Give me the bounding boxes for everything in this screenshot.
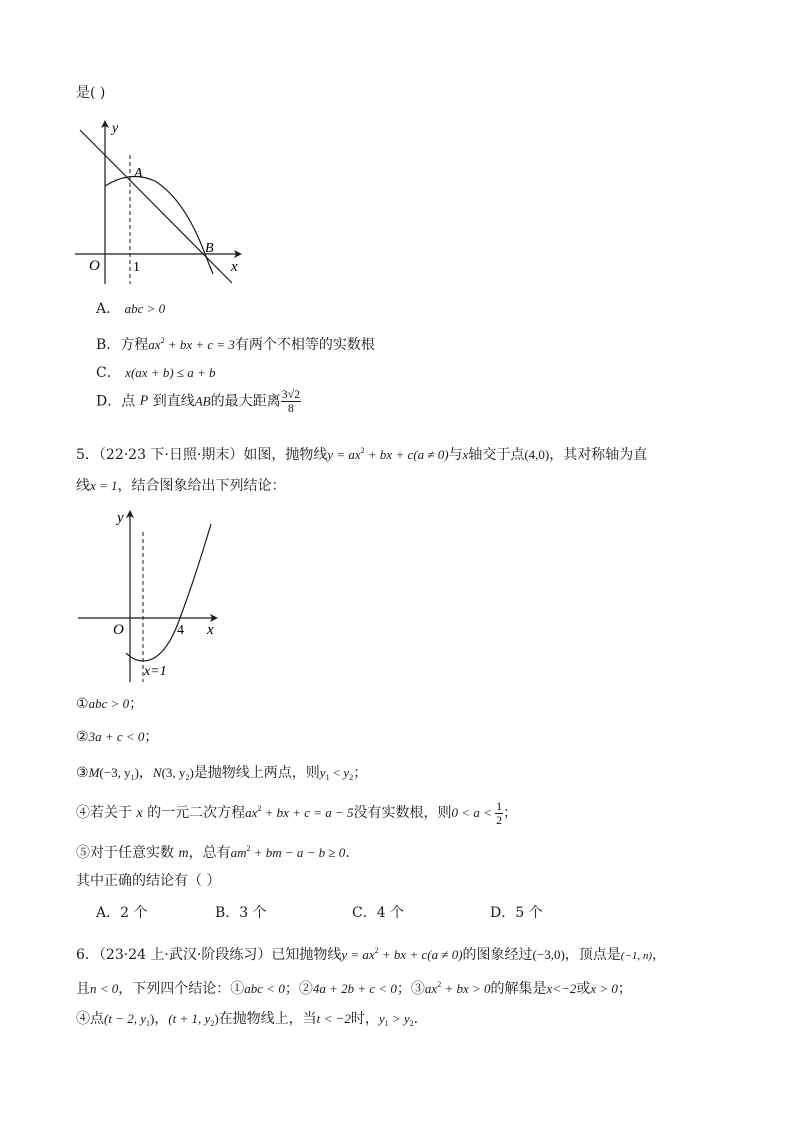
q5-label-y: y xyxy=(117,510,124,526)
conclusion-text: ． xyxy=(345,845,360,861)
option-math: ax xyxy=(148,337,161,352)
conclusion-text: ， xyxy=(138,765,153,781)
q5-conclusion-1 xyxy=(76,695,143,713)
subscript: 1 xyxy=(145,1019,150,1028)
option-letter: A． xyxy=(96,301,121,317)
conclusion-math: m xyxy=(178,846,189,861)
q6-stem-line-2 xyxy=(76,976,632,998)
option-math: + bx + c = 3 xyxy=(164,337,235,352)
conclusion-text: 没有实数根，则 xyxy=(353,805,452,821)
conclusion-math: x xyxy=(136,806,143,821)
conclusion-math: + bx + c = a − 5 xyxy=(261,805,354,820)
fraction-numerator: 1 xyxy=(496,798,503,813)
stem-math: ) xyxy=(149,1011,155,1026)
stem-math: x = 1 xyxy=(90,478,118,493)
stem-text: ，结合图象给出下列结论： xyxy=(117,478,286,494)
option-text: 有两个不相等的实数根 xyxy=(234,337,375,353)
stem-math: x xyxy=(462,447,469,462)
stem-math: x<−2 xyxy=(546,981,577,996)
conclusion-math: ax xyxy=(245,805,258,820)
stem-math: > y xyxy=(388,1011,410,1026)
option-math: P xyxy=(139,393,149,409)
option-math: AB xyxy=(194,393,211,409)
stem-text: ，下列四个结论：① xyxy=(118,981,245,997)
stem-text: 轴交于点 xyxy=(468,447,525,463)
conclusion-math: N xyxy=(152,765,162,780)
conclusion-math: abc > 0 xyxy=(88,696,130,711)
q5-figure xyxy=(74,504,224,686)
q5-parabola xyxy=(126,524,211,661)
q4-label-b: B xyxy=(205,241,214,256)
stem-math: y xyxy=(378,1011,385,1026)
stem-text: 5．（22·23 下·日照·期末）如图，抛物线 xyxy=(76,447,328,463)
fraction-denominator: 8 xyxy=(287,401,294,415)
q5-conclusion-5 xyxy=(76,840,359,863)
conclusion-math: y xyxy=(319,765,326,780)
option-letter: C． xyxy=(96,365,121,381)
stem-text: ， xyxy=(652,947,667,963)
q5-label-origin: O xyxy=(113,622,124,638)
q5-conclusion-2 xyxy=(76,728,158,746)
option-text: 点 xyxy=(121,393,140,410)
stem-text: 线 xyxy=(76,478,90,494)
stem-math: (t − 2, y xyxy=(104,1011,146,1026)
q4-option-b[interactable] xyxy=(96,332,375,354)
option-text: 方程 xyxy=(120,337,149,353)
stem-text: ；② xyxy=(284,981,313,997)
exponent: 2 xyxy=(374,946,379,955)
subscript: 1 xyxy=(130,773,135,782)
subscript: 2 xyxy=(409,1019,414,1028)
stem-text: 的图象经过 xyxy=(462,947,533,963)
q5-label-symmetry: x=1 xyxy=(144,664,167,679)
fraction-numerator: 3√2 xyxy=(281,387,301,401)
q5-choice-b[interactable] xyxy=(215,904,267,922)
stem-math: y = ax xyxy=(341,947,375,962)
conclusion-text: ； xyxy=(353,765,368,781)
conclusion-math: (−3, y xyxy=(99,765,131,780)
circled-number: ④ xyxy=(76,805,90,821)
conclusion-text: ； xyxy=(503,805,518,821)
conclusion-math: M xyxy=(88,765,100,780)
conclusion-math: 0 < a < xyxy=(451,805,496,820)
q4-option-d[interactable] xyxy=(96,388,301,415)
conclusion-math: + bm − a − b ≥ 0 xyxy=(250,845,346,860)
option-math: x(ax + b) ≤ a + b xyxy=(125,365,216,380)
option-text: 的最大距离 xyxy=(210,393,281,410)
conclusion-math: y xyxy=(343,765,350,780)
choice-letter: C． xyxy=(352,905,377,921)
stem-text: ④点 xyxy=(76,1011,104,1027)
q4-figure xyxy=(70,112,250,292)
subscript: 2 xyxy=(210,1019,215,1028)
exponent: 2 xyxy=(437,980,442,989)
choice-text: 3 个 xyxy=(239,905,267,921)
q4-label-origin: O xyxy=(89,258,100,274)
stem-math: + bx > 0 xyxy=(441,981,491,996)
q5-stem-line-2 xyxy=(76,477,286,495)
exponent: 2 xyxy=(160,336,165,345)
conclusion-text: 是抛物线上两点，则 xyxy=(193,765,320,781)
stem-text: ，其对称轴为直 xyxy=(549,447,648,463)
q5-conclusion-4 xyxy=(76,794,517,829)
stem-text: 6．（23·24 上·武汉·阶段练习）已知抛物线 xyxy=(76,947,342,963)
subscript: 2 xyxy=(185,773,190,782)
conclusion-text: 对于任意实数 xyxy=(90,845,179,861)
option-letter: D． xyxy=(96,393,122,410)
q4-label-x: x xyxy=(231,259,238,275)
stem-text: ， xyxy=(154,1011,169,1027)
subscript: 1 xyxy=(384,1019,389,1028)
conclusion-math: ) xyxy=(189,765,194,780)
stem-math: (−3,0) xyxy=(532,947,565,962)
conclusion-text: 若关于 xyxy=(90,805,137,821)
fraction xyxy=(281,388,302,415)
stem-text: ，顶点是 xyxy=(564,947,621,963)
stem-math: + bx + c(a ≠ 0) xyxy=(364,447,449,462)
stem-math: abc < 0 xyxy=(244,981,285,996)
option-letter: B． xyxy=(96,337,121,353)
choice-text: 4 个 xyxy=(376,905,405,921)
q4-stem-tail: 是( ) xyxy=(76,85,106,101)
stem-math: y = ax xyxy=(327,447,361,462)
q5-ask: 其中正确的结论有（ ） xyxy=(76,873,221,889)
q5-label-x: x xyxy=(207,622,214,638)
stem-text: ；③ xyxy=(396,981,425,997)
stem-math: ax xyxy=(424,981,438,996)
circled-number: ② xyxy=(76,729,89,745)
q4-label-a: A xyxy=(134,166,143,181)
q4-line-ab xyxy=(80,130,232,283)
option-text: 到直线 xyxy=(148,393,195,410)
conclusion-text: ； xyxy=(144,729,159,745)
stem-text: 且 xyxy=(76,981,90,997)
stem-text: 与 xyxy=(448,447,463,463)
conclusion-text: ； xyxy=(129,696,144,712)
conclusion-text: ，总有 xyxy=(188,845,231,861)
q4-parabola xyxy=(105,177,213,274)
subscript: 1 xyxy=(325,773,330,782)
q5-choice-c[interactable] xyxy=(352,904,404,922)
q5-choice-a[interactable] xyxy=(96,904,147,922)
circled-number: ① xyxy=(76,696,89,712)
conclusion-math: 3a + c < 0 xyxy=(88,729,145,744)
choice-letter: D． xyxy=(490,905,516,921)
conclusion-math: (3, y xyxy=(161,765,186,780)
stem-text: 或 xyxy=(576,981,591,997)
stem-math: (4,0) xyxy=(524,447,550,462)
q4-label-y: y xyxy=(112,121,119,136)
exponent: 2 xyxy=(360,446,365,455)
stem-math: n < 0 xyxy=(90,981,119,996)
choice-letter: A． xyxy=(96,905,121,921)
stem-text: ； xyxy=(617,981,632,997)
q6-stem-line-1 xyxy=(76,942,666,965)
q4-option-c[interactable] xyxy=(96,364,216,382)
conclusion-math: am xyxy=(230,845,247,860)
circled-number: ⑤ xyxy=(76,845,90,861)
stem-math: ) xyxy=(214,1011,219,1026)
q6-stem-line-3 xyxy=(76,1010,428,1033)
q5-choice-d[interactable] xyxy=(490,904,543,922)
choice-text: 2 个 xyxy=(120,905,148,921)
q5-conclusion-3 xyxy=(76,764,367,787)
fraction xyxy=(495,800,503,827)
exponent: 2 xyxy=(257,804,262,813)
option-math: abc > 0 xyxy=(124,301,166,316)
choice-letter: B． xyxy=(215,905,240,921)
conclusion-text: 的一元二次方程 xyxy=(142,805,246,821)
stem-math: x > 0 xyxy=(590,981,618,996)
stem-text: 的解集是 xyxy=(490,981,547,997)
stem-text: 时， xyxy=(350,1011,379,1027)
q5-stem-line-1 xyxy=(76,442,647,464)
q4-option-a[interactable] xyxy=(96,300,165,318)
stem-math: 4a + 2b + c < 0 xyxy=(312,981,397,996)
conclusion-math: ) xyxy=(134,765,139,780)
q5-label-four: 4 xyxy=(177,623,184,638)
stem-math: t < −2 xyxy=(316,1011,351,1026)
stem-text: ． xyxy=(413,1011,428,1027)
exponent: 2 xyxy=(246,844,251,853)
stem-math: (−1, n) xyxy=(620,950,653,962)
fraction-denominator: 2 xyxy=(496,812,503,827)
subscript: 2 xyxy=(349,773,354,782)
q4-label-one: 1 xyxy=(133,260,140,275)
choice-text: 5 个 xyxy=(515,905,543,921)
stem-math: + bx + c(a ≠ 0) xyxy=(378,947,463,962)
circled-number: ③ xyxy=(76,765,89,781)
stem-math: (t + 1, y xyxy=(168,1011,211,1026)
stem-text: 在抛物线上，当 xyxy=(218,1011,317,1027)
conclusion-math: < xyxy=(329,765,344,780)
